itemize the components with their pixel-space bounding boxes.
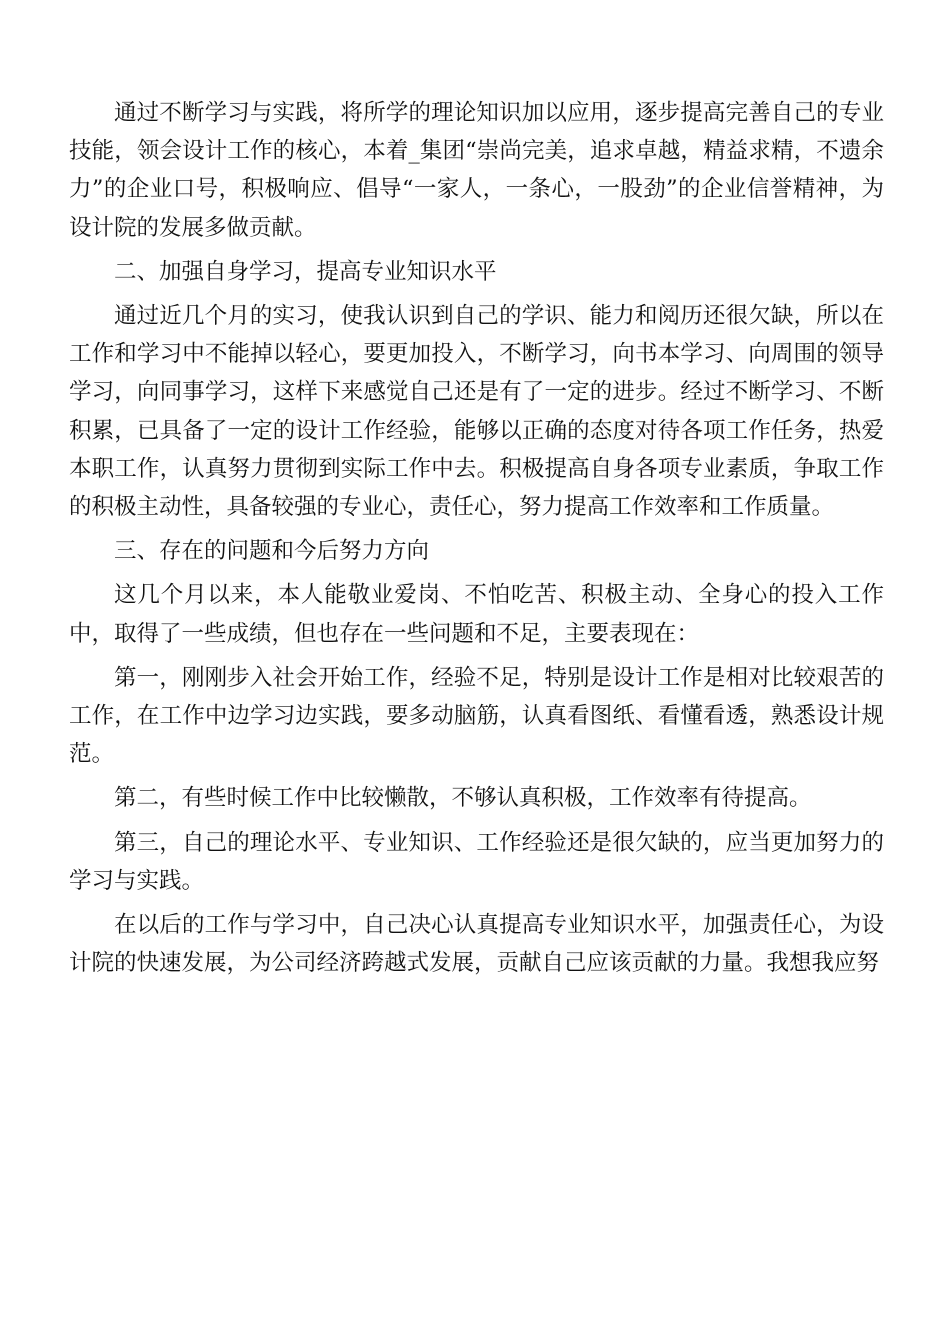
paragraph-future-plan: 在以后的工作与学习中，自己决心认真提高专业知识水平，加强责任心，为设计院的快速发展，为公司经济跨越式发展，贡献自己应该贡献的力量。我想我应努	[69, 912, 884, 977]
paragraph-self-study: 通过近几个月的实习，使我认识到自己的学识、能力和阅历还很欠缺，所以在工作和学习中不能掉以轻心，要更加投入，不断学习，向书本学习、向周围的领导学习，向同事学习，这样下来感觉自己还是有了一定的进步。经过不断学习、不断积累，已具备了一定的设计工作经验，能够以正确的态度对待各项工作任务，热爱本职工作，认真努力贯彻到实际工作中去。积极提高自身各项专业素质，争取工作的积极主动性，具备较强的专业心，责任心，努力提高工作效率和工作质量。	[69, 303, 884, 521]
paragraph-practice-application: 通过不断学习与实践，将所学的理论知识加以应用，逐步提高完善自己的专业技能，领会设计工作的核心，本着_集团“崇尚完美，追求卓越，精益求精，不遗余力”的企业口号，积极响应、倡导“一家人，一条心，一股劲”的企业信誉精神，为设计院的发展多做贡献。	[69, 100, 884, 241]
document-body	[69, 94, 884, 988]
paragraph-problem-first: 第一，刚刚步入社会开始工作，经验不足，特别是设计工作是相对比较艰苦的工作，在工作中边学习边实践，要多动脑筋，认真看图纸、看懂看透，熟悉设计规范。	[69, 664, 884, 768]
paragraph-problem-second: 第二，有些时候工作中比较懒散，不够认真积极，工作效率有待提高。	[114, 785, 812, 812]
paragraph-problems-intro: 这几个月以来，本人能敬业爱岗、不怕吃苦、积极主动、全身心的投入工作中，取得了一些成绩，但也存在一些问题和不足，主要表现在：	[69, 582, 884, 647]
paragraph-problem-third: 第三，自己的理论水平、专业知识、工作经验还是很欠缺的，应当更加努力的学习与实践。	[69, 829, 884, 894]
section-heading-3: 三、存在的问题和今后努力方向	[114, 538, 430, 565]
section-heading-2: 二、加强自身学习，提高专业知识水平	[114, 258, 497, 285]
